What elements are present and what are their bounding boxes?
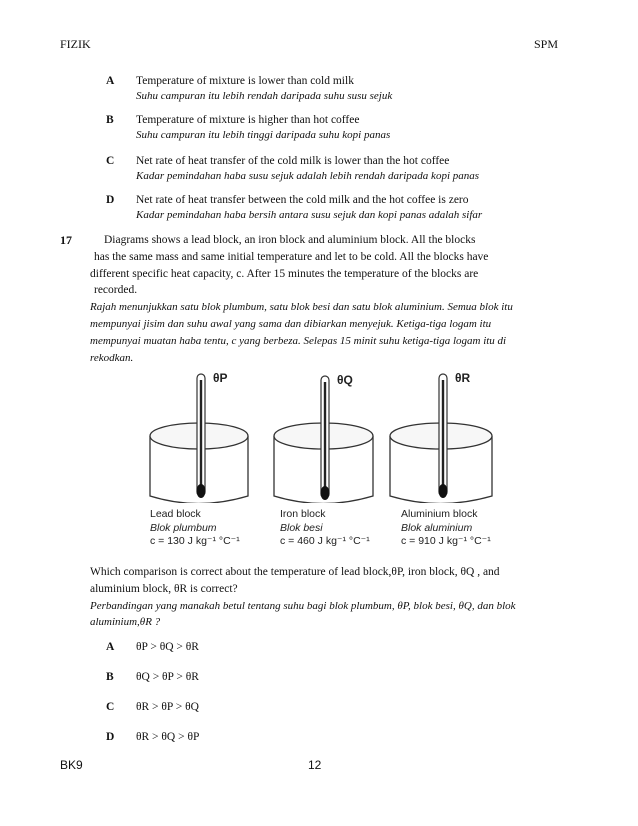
prev-option-letter: B <box>106 114 114 126</box>
prev-option-my: Suhu campuran itu lebih tinggi daripada suhu kopi panas <box>136 129 391 141</box>
answer-choice-letter: B <box>106 671 114 683</box>
block-name-en: Iron block <box>280 508 326 520</box>
prompt-line-my: Perbandingan yang manakah betul tentang suhu bagi blok plumbum, θP, blok besi, θQ, dan blok <box>90 599 516 612</box>
prompt-line: aluminium block, θR is correct? <box>90 582 238 595</box>
question-line-my: mempunyai muatan haba tentu, c yang berbeza. Selepas 15 minit suhu ketiga-tiga logam itu di <box>90 334 507 347</box>
prev-option-my: Kadar pemindahan haba susu sejuk adalah lebih rendah daripada kopi panas <box>136 170 480 182</box>
block-name-en: Aluminium block <box>401 508 478 520</box>
aluminium-block-label <box>401 508 491 549</box>
answer-choice-letter: D <box>106 731 115 743</box>
prev-option-en: Temperature of mixture is higher than hot coffee <box>136 114 360 126</box>
thermometer-p-icon <box>197 374 206 498</box>
answer-choice-letter: C <box>106 701 115 713</box>
thermometer-label-r: θR <box>455 371 471 385</box>
answer-choice-text: θP > θQ > θR <box>136 641 199 653</box>
prev-option-my: Suhu campuran itu lebih rendah daripada suhu susu sejuk <box>136 90 393 102</box>
thermometer-q-icon <box>321 376 330 500</box>
blocks-diagram <box>140 368 510 503</box>
prev-option-letter: C <box>106 155 115 167</box>
answer-choice-text: θR > θP > θQ <box>136 701 199 713</box>
block-heat-capacity: c = 910 J kg⁻¹ °C⁻¹ <box>401 535 491 547</box>
prev-option-en: Net rate of heat transfer between the cold milk and the hot coffee is zero <box>136 194 469 206</box>
block-name-my: Blok plumbum <box>150 521 217 534</box>
thermometer-r-icon <box>439 374 448 498</box>
block-heat-capacity: c = 460 J kg⁻¹ °C⁻¹ <box>280 535 370 547</box>
answer-choice-letter: A <box>106 641 115 653</box>
question-line-my: Rajah menunjukkan satu blok plumbum, satu blok besi dan satu blok aluminium. Semua blok itu <box>90 301 513 314</box>
header-exam: SPM <box>534 37 559 51</box>
header-subject: FIZIK <box>60 37 91 51</box>
prev-option-my: Kadar pemindahan haba bersih antara susu sejuk dan kopi panas adalah sifar <box>136 209 483 221</box>
question-line: recorded. <box>94 284 138 297</box>
answer-choice-text: θR > θQ > θP <box>136 731 200 743</box>
question-line: has the same mass and same initial temperature and let to be cold. All the blocks have <box>94 250 489 263</box>
thermometer-label-p: θP <box>213 371 228 385</box>
question-line: different specific heat capacity, c. After 15 minutes the temperature of the blocks are <box>90 267 479 280</box>
question-line-my: rekodkan. <box>90 351 134 364</box>
page-number: 12 <box>308 758 322 772</box>
block-name-my: Blok besi <box>280 521 323 534</box>
prev-option-letter: D <box>106 194 115 206</box>
prev-option-letter: A <box>106 75 115 87</box>
prompt-line: Which comparison is correct about the temperature of lead block,θP, iron block, θQ , and <box>90 566 500 578</box>
question-body <box>90 232 580 366</box>
answer-choice-text: θQ > θP > θR <box>136 671 199 683</box>
question-prompt <box>90 564 590 631</box>
prompt-line-my: aluminium,θR ? <box>90 616 161 629</box>
thermometer-label-q: θQ <box>337 373 353 387</box>
question-number: 17 <box>60 233 72 247</box>
iron-block-label <box>280 508 370 549</box>
prev-option-en: Temperature of mixture is lower than cold milk <box>136 75 354 87</box>
block-name-en: Lead block <box>150 508 201 520</box>
prev-option-en: Net rate of heat transfer of the cold milk is lower than the hot coffee <box>136 155 450 167</box>
lead-block-label <box>150 508 240 549</box>
question-line: Diagrams shows a lead block, an iron block and aluminium block. All the blocks <box>104 234 476 246</box>
question-line-my: mempunyai jisim dan suhu awal yang sama dan dibiarkan menyejuk. Ketiga-tiga logam itu <box>90 317 492 330</box>
footer-code: BK9 <box>60 758 83 772</box>
block-name-my: Blok aluminium <box>401 521 473 534</box>
block-heat-capacity: c = 130 J kg⁻¹ °C⁻¹ <box>150 535 240 547</box>
